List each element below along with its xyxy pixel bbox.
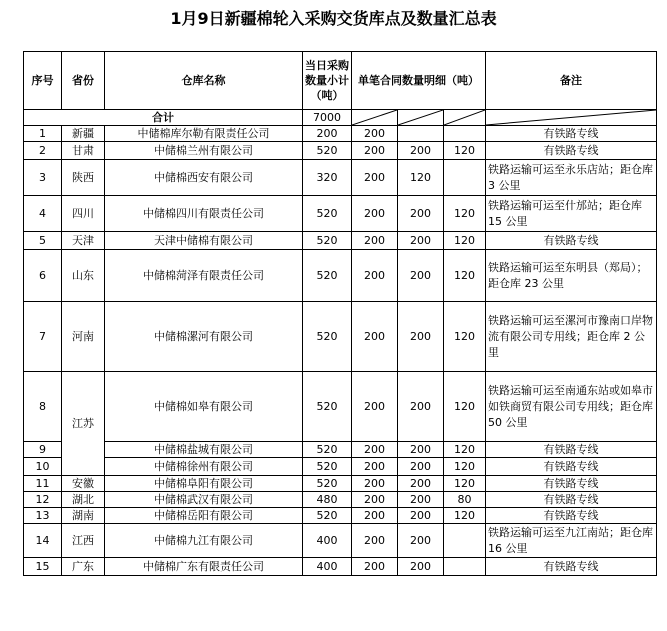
row-detail-1: 200 <box>352 160 398 196</box>
row-remark: 铁路运输可运至南通东站或如皋市如铁商贸有限公司专用线；距仓库 50 公里 <box>486 372 657 442</box>
row-seq: 15 <box>24 558 62 576</box>
row-qty: 520 <box>303 476 352 492</box>
row-qty: 200 <box>303 126 352 142</box>
row-detail-3 <box>444 524 486 558</box>
row-seq: 8 <box>24 372 62 442</box>
row-detail-1: 200 <box>352 232 398 250</box>
row-warehouse: 中储棉如皋有限公司 <box>105 372 303 442</box>
header-row <box>24 52 657 110</box>
row-detail-2: 200 <box>398 524 444 558</box>
row-qty: 520 <box>303 302 352 372</box>
row-seq: 9 <box>24 442 62 458</box>
row-province: 广东 <box>62 558 105 576</box>
row-province: 陕西 <box>62 160 105 196</box>
row-detail-3 <box>444 126 486 142</box>
total-diag-1 <box>352 110 398 126</box>
row-detail-1: 200 <box>352 492 398 508</box>
table-row <box>24 142 657 160</box>
row-province: 江苏 <box>62 372 105 476</box>
row-warehouse: 中储棉九江有限公司 <box>105 524 303 558</box>
row-detail-1: 200 <box>352 250 398 302</box>
row-seq: 6 <box>24 250 62 302</box>
row-remark: 铁路运输可运至什邡站；距仓库 15 公里 <box>486 196 657 232</box>
row-seq: 14 <box>24 524 62 558</box>
total-diag-4 <box>486 110 657 126</box>
row-province: 湖南 <box>62 508 105 524</box>
row-warehouse: 中储棉库尔勒有限责任公司 <box>105 126 303 142</box>
row-seq: 1 <box>24 126 62 142</box>
row-seq: 2 <box>24 142 62 160</box>
table-row <box>24 476 657 492</box>
row-warehouse: 中储棉菏泽有限责任公司 <box>105 250 303 302</box>
row-province: 天津 <box>62 232 105 250</box>
table-row <box>24 302 657 372</box>
row-detail-1: 200 <box>352 476 398 492</box>
table-row <box>24 126 657 142</box>
row-remark: 有铁路专线 <box>486 232 657 250</box>
header-daily-qty: 当日采购数量小计（吨） <box>303 52 352 110</box>
table-row <box>24 458 657 476</box>
row-remark: 铁路运输可运至漯河市豫南口岸物流有限公司专用线；距仓库 2 公里 <box>486 302 657 372</box>
row-warehouse: 中储棉阜阳有限公司 <box>105 476 303 492</box>
row-province: 山东 <box>62 250 105 302</box>
row-warehouse: 中储棉岳阳有限公司 <box>105 508 303 524</box>
row-detail-1: 200 <box>352 372 398 442</box>
table-row <box>24 442 657 458</box>
table-row <box>24 372 657 442</box>
row-qty: 520 <box>303 142 352 160</box>
row-detail-3: 120 <box>444 302 486 372</box>
row-detail-1: 200 <box>352 126 398 142</box>
row-province: 江西 <box>62 524 105 558</box>
row-detail-1: 200 <box>352 508 398 524</box>
row-seq: 12 <box>24 492 62 508</box>
row-detail-2: 200 <box>398 442 444 458</box>
row-remark: 有铁路专线 <box>486 458 657 476</box>
row-detail-3 <box>444 160 486 196</box>
row-detail-3: 120 <box>444 142 486 160</box>
row-detail-3: 120 <box>444 442 486 458</box>
row-remark: 有铁路专线 <box>486 442 657 458</box>
row-province: 河南 <box>62 302 105 372</box>
row-province: 四川 <box>62 196 105 232</box>
row-detail-2: 200 <box>398 372 444 442</box>
row-detail-2: 200 <box>398 508 444 524</box>
row-qty: 520 <box>303 508 352 524</box>
header-contract-detail: 单笔合同数量明细（吨） <box>352 52 486 110</box>
row-qty: 480 <box>303 492 352 508</box>
row-detail-2: 200 <box>398 250 444 302</box>
row-warehouse: 中储棉漯河有限公司 <box>105 302 303 372</box>
row-detail-1: 200 <box>352 196 398 232</box>
row-province: 湖北 <box>62 492 105 508</box>
table-row <box>24 196 657 232</box>
row-qty: 320 <box>303 160 352 196</box>
header-seq: 序号 <box>24 52 62 110</box>
row-warehouse: 中储棉徐州有限公司 <box>105 458 303 476</box>
row-remark: 有铁路专线 <box>486 126 657 142</box>
row-detail-1: 200 <box>352 442 398 458</box>
total-value: 7000 <box>303 110 352 126</box>
row-seq: 5 <box>24 232 62 250</box>
row-detail-2 <box>398 126 444 142</box>
table-row <box>24 160 657 196</box>
row-detail-1: 200 <box>352 302 398 372</box>
row-detail-3: 120 <box>444 372 486 442</box>
row-detail-2: 200 <box>398 232 444 250</box>
total-diag-3 <box>444 110 486 126</box>
row-qty: 400 <box>303 558 352 576</box>
row-remark: 铁路运输可运至永乐店站；距仓库 3 公里 <box>486 160 657 196</box>
row-remark: 铁路运输可运至九江南站；距仓库 16 公里 <box>486 524 657 558</box>
row-warehouse: 中储棉盐城有限公司 <box>105 442 303 458</box>
row-qty: 520 <box>303 458 352 476</box>
row-detail-1: 200 <box>352 458 398 476</box>
table-row <box>24 492 657 508</box>
summary-table <box>23 51 657 576</box>
row-warehouse: 中储棉四川有限责任公司 <box>105 196 303 232</box>
row-detail-2: 200 <box>398 196 444 232</box>
row-detail-3: 120 <box>444 458 486 476</box>
row-seq: 4 <box>24 196 62 232</box>
total-label: 合计 <box>24 110 303 126</box>
header-province: 省份 <box>62 52 105 110</box>
row-detail-2: 200 <box>398 492 444 508</box>
row-detail-2: 200 <box>398 476 444 492</box>
total-diag-2 <box>398 110 444 126</box>
row-detail-3: 120 <box>444 476 486 492</box>
row-remark: 有铁路专线 <box>486 476 657 492</box>
row-warehouse: 中储棉武汉有限公司 <box>105 492 303 508</box>
row-detail-2: 200 <box>398 302 444 372</box>
table-row <box>24 232 657 250</box>
row-province: 新疆 <box>62 126 105 142</box>
row-province: 安徽 <box>62 476 105 492</box>
row-warehouse: 中储棉广东有限责任公司 <box>105 558 303 576</box>
row-remark: 有铁路专线 <box>486 492 657 508</box>
row-detail-3: 120 <box>444 232 486 250</box>
row-warehouse: 天津中储棉有限公司 <box>105 232 303 250</box>
table-row <box>24 558 657 576</box>
row-detail-3: 120 <box>444 196 486 232</box>
row-qty: 520 <box>303 196 352 232</box>
table-row <box>24 524 657 558</box>
row-detail-2: 200 <box>398 458 444 476</box>
row-seq: 7 <box>24 302 62 372</box>
row-warehouse: 中储棉西安有限公司 <box>105 160 303 196</box>
row-detail-2: 200 <box>398 558 444 576</box>
total-row <box>24 110 657 126</box>
row-seq: 3 <box>24 160 62 196</box>
row-detail-1: 200 <box>352 142 398 160</box>
row-detail-3: 80 <box>444 492 486 508</box>
header-remark: 备注 <box>486 52 657 110</box>
row-warehouse: 中储棉兰州有限公司 <box>105 142 303 160</box>
row-detail-1: 200 <box>352 558 398 576</box>
row-detail-3 <box>444 558 486 576</box>
row-detail-2: 120 <box>398 160 444 196</box>
row-province: 甘肃 <box>62 142 105 160</box>
table-row <box>24 508 657 524</box>
row-remark: 铁路运输可运至东明县（郑局）；距仓库 23 公里 <box>486 250 657 302</box>
row-detail-3: 120 <box>444 508 486 524</box>
page-title: 1月9日新疆棉轮入采购交货库点及数量汇总表 <box>170 9 497 28</box>
row-remark: 有铁路专线 <box>486 508 657 524</box>
row-qty: 520 <box>303 232 352 250</box>
row-detail-2: 200 <box>398 142 444 160</box>
row-remark: 有铁路专线 <box>486 558 657 576</box>
header-warehouse: 仓库名称 <box>105 52 303 110</box>
row-qty: 520 <box>303 372 352 442</box>
row-qty: 400 <box>303 524 352 558</box>
row-detail-1: 200 <box>352 524 398 558</box>
row-detail-3: 120 <box>444 250 486 302</box>
row-seq: 10 <box>24 458 62 476</box>
row-qty: 520 <box>303 250 352 302</box>
row-seq: 13 <box>24 508 62 524</box>
table-row <box>24 250 657 302</box>
row-seq: 11 <box>24 476 62 492</box>
row-remark: 有铁路专线 <box>486 142 657 160</box>
row-qty: 520 <box>303 442 352 458</box>
